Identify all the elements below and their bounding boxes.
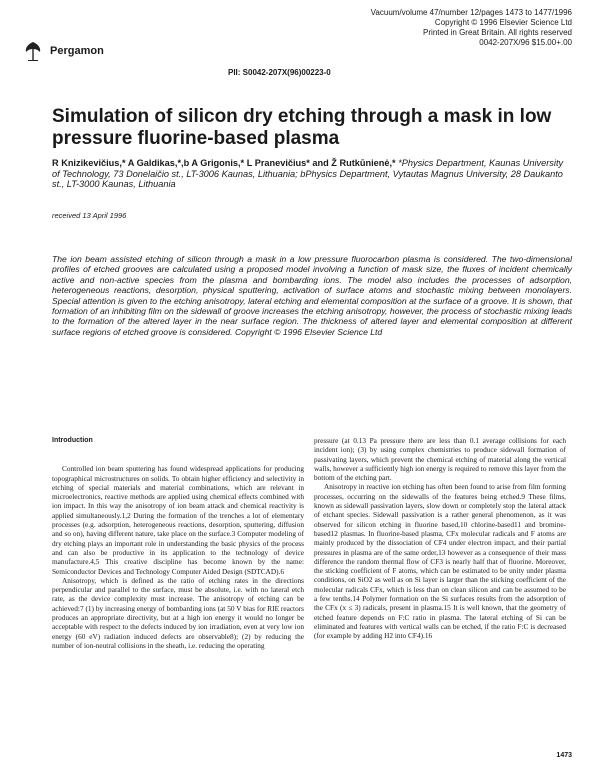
issn-line: 0042-207X/96 $15.00+.00: [479, 38, 572, 47]
author-block: [52, 158, 572, 190]
pergamon-tree-icon: [22, 40, 44, 62]
article-title: Simulation of silicon dry etching through a mask in low pressure fluorine-based plasma: [52, 106, 552, 149]
paragraph: Anisotropy in reactive ion etching has often been found to arise from film forming processes, occurring on the sidewalls of the features being etched.9 These films, known as sidewall passivation layers, slow down or completely stop the lateral attack of etchant species. Sidewall passivation is a rather general phenomenon, as it was observed for silicon etching in fluorine based,10 chlorine-based11 and bromine-based12 plasmas. In fluorine-based plasma, CFx molecular radicals and F atoms are mainly produced by the dissociation of CF4 under electron impact, and their partial pressures in plasma are of the same order,13 however as a consequence of their mass difference the random thermal flow of CF3 is nearly half that of fluorine. Moreover, the sticking coefficient of F atoms, which can be estimated to be unity under plasma conditions, on SiO2 as well as on Si layer is larger than the sticking coefficient of the molecular radicals CFx, which is less than on clean silicon and can be assumed to be a few tenths.14 Polymer formation on the Si surfaces results from the adsorption of the CFx (x ≤ 3) radicals, present in plasma.15 It is well known, that the geometry of etched feature depends on F:C ratio in plasma. The lateral etching of Si can be eliminated and features with vertical walls can be etched, if the ratio F:C is decreased (for example by adding H2 into CF4).16: [314, 482, 566, 641]
publisher-name: Pergamon: [50, 45, 104, 57]
right-column: [314, 436, 566, 641]
abstract: The ion beam assisted etching of silicon through a mask in a low pressure fluorocarbon plasma is considered. The two-dimensional profiles of etched grooves are calculated using a proposed model involving a function of mask size, the fluxes of incident chemically active and non-active species from the plasma and bombarding ions. The model also includes the processes of adsorption, heterogeneous reactions, desorption, physical sputtering, activation of surface atoms and stochastic mixing between monolayers. Special attention is given to the etching anisotropy, lateral etching and elemental composition at the surface of a groove. It is shown, that formation of an inhibiting film on the sidewall of groove increases the etching anisotropy, however, the process of stochastic mixing leads to the formation of the altered layer in the near surface region. The thickness of altered layer and elemental composition at different surface regions of etched groove is considered. Copyright © 1996 Elsevier Science Ltd: [52, 254, 572, 337]
paragraph: pressure (at 0.13 Pa pressure there are less than 0.1 average collisions for each incident ion); (3) by using complex chemistries to produce sidewall formation of passivating layers, which prevent the chemical etching of material along the vertical walls, however a sufficiently high ion energy is required to remove this layer from the bottom of the etching part.: [314, 436, 566, 483]
left-column: [52, 436, 304, 650]
affiliations: *Physics Department, Kaunas University of Technology, 73 Donelaičio st., LT-3006 Kaunas, Lithuania; bPhysics Department, Vytautas Magnus University, 28 Daukanto st., LT-3000 Kaunas, Lithuania: [52, 158, 564, 190]
publisher-logo: [22, 40, 132, 62]
copyright-line: Copyright © 1996 Elsevier Science Ltd: [434, 18, 572, 27]
author-names: R Knizikevičius,* A Galdikas,*,b A Grigonis,* L Pranevičius* and Ž Rutkūnienė,*: [52, 158, 396, 168]
pii-code: PII: S0042-207X(96)00223-0: [228, 68, 331, 77]
printed-line: Printed in Great Britain. All rights reserved: [423, 28, 572, 37]
received-date: received 13 April 1996: [52, 211, 127, 220]
page-number: 1473: [556, 752, 572, 759]
section-heading-introduction: Introduction: [52, 437, 93, 444]
journal-citation: [332, 8, 572, 48]
paragraph: Controlled ion beam sputtering has found widespread applications for producing topographical microstructures on solids. To obtain higher efficiency and selectivity in etching of special materials and material combinations, which are relevant in microelectronics, reactive methods are applied using chemical effects combined with ion impact. In this way the anisotropy of ion beam attack and chemical reactivity is applied simultaneously.1,2 During the formation of the trenches a lot of elementary processes (e.g. adsorption, heterogeneous reactions, desorption, sputtering, diffusion and so on), having different nature, take place on the surface.3 Computer modeling of dry etching plays an important role in understanding the basic physics of the process and can also be productive in its application to the technology of device manufacture.4,5 This creative discipline has become known by the name: Semiconductor Devices and Technology Computer Aided Design (SDTCAD).6: [52, 464, 304, 576]
paragraph: Anisotropy, which is defined as the ratio of etching rates in the directions perpendicular and parallel to the surface, must be absolute, i.e. with no lateral etch rate, as the device complexity must increase. The anisotropy of etching can be achieved:7 (1) by increasing energy of bombarding ions (at 50 V bias for RIE reactors produces an appropriate directivity, but at a high ion energy it would no longer be acceptable with respect to the defects induced by ion irradiation, even at very low ion energy (60 eV) radiation induced defects are observable8); (2) by reducing the number of ion-neutral collisions in the sheath, i.e. reducing the operating: [52, 575, 304, 650]
journal-volume-line: Vacuum/volume 47/number 12/pages 1473 to 1477/1996: [370, 8, 572, 17]
